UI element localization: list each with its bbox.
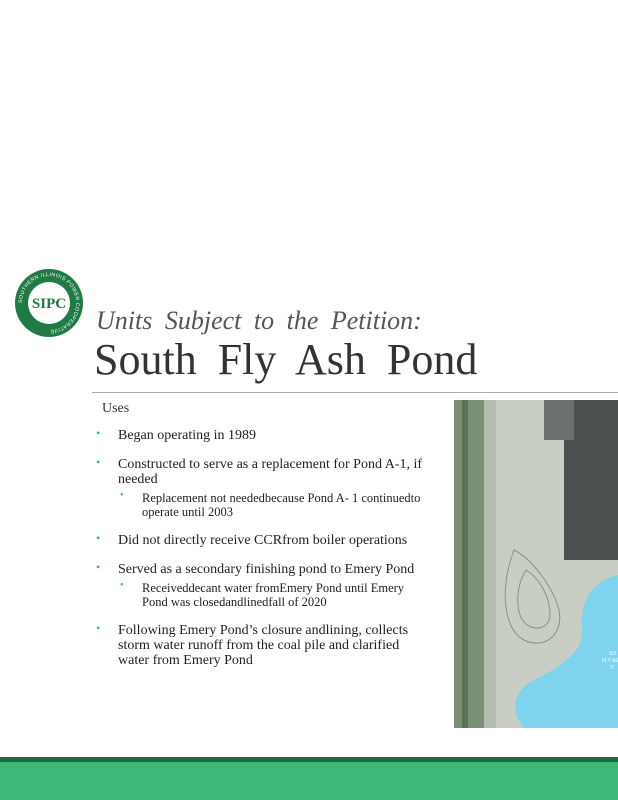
bullet-list: [96, 428, 426, 682]
title-divider: [92, 392, 618, 393]
sub-list-item: • Receiveddecant water fromEmery Pond until Emery Pond was closedandlinedfall of 2020: [120, 581, 426, 609]
list-item: • Constructed to serve as a replacement for Pond A-1, if needed • Replacement not neededbecause Pond A- 1 continuedto operate until 2003: [96, 457, 426, 519]
list-item: • Began operating in 1989: [96, 428, 426, 443]
photo-label-1: SO: [609, 651, 617, 657]
page-title: South Fly Ash Pond: [94, 335, 478, 384]
photo-label-2: FLY AS: [602, 658, 618, 664]
footer-bar: [0, 762, 618, 800]
aerial-photo: [454, 400, 618, 728]
list-item: • Following Emery Pond’s closure andlining, collects storm water runoff from the coal pile and clarified water from Emery Pond: [96, 623, 426, 668]
subtitle: Units Subject to the Petition:: [96, 306, 422, 335]
photo-label-3: 7!: [610, 665, 615, 671]
list-item: • Served as a secondary finishing pond to Emery Pond • Receiveddecant water fromEmery Pond until Emery Pond was closedandlinedfall of 2020: [96, 562, 426, 609]
sub-list-item: • Replacement not neededbecause Pond A- 1 continuedto operate until 2003: [120, 491, 426, 519]
logo-text: SIPC: [31, 296, 67, 312]
uses-heading: Uses: [102, 401, 130, 416]
list-item: • Did not directly receive CCRfrom boiler operations: [96, 533, 426, 548]
logo-ring-text: SOUTHERN ILLINOIS POWER COOPERATIVE: [17, 271, 81, 335]
sipc-logo: [14, 268, 84, 338]
